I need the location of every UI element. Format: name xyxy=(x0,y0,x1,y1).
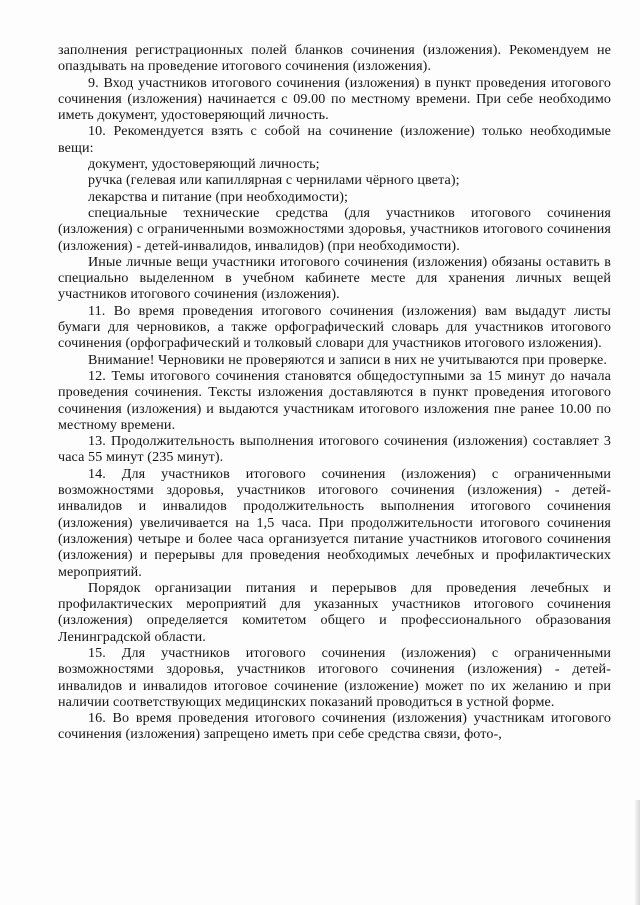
paragraph-item-15: 15. Для участников итогового сочинения (изложения) с ограниченными возможностями здоровья, участников итогового сочинения (изложения) - детей-инвалидов и инвалидов итоговое сочинение (изложение) может по их желанию и при наличии соответствующих медицинских показаний проводиться в устной форме. xyxy=(58,644,611,710)
paragraph-meals-order: Порядок организации питания и перерывов для проведения лечебных и профилактических мероприятий для указанных участников итогового сочинения (изложения) определяется комитетом общего и профессионального образования Ленинградской области. xyxy=(58,579,611,645)
paragraph-item-16: 16. Во время проведения итогового сочинения (изложения) участникам итогового сочинения (изложения) запрещено иметь при себе средства связи, фото-, xyxy=(58,710,611,743)
paragraph-attention: Внимание! Черновики не проверяются и записи в них не учитываются при проверке. xyxy=(88,351,608,368)
list-item-id-document: документ, удостоверяющий личность; xyxy=(88,156,320,173)
paragraph-personal-items: Иные личные вещи участники итогового сочинения (изложения) обязаны оставить в специально выделенном в учебном кабинете месте для хранения личных вещей участников итогового сочинения (изложения). xyxy=(58,253,611,303)
paragraph-item-12: 12. Темы итогового сочинения становятся общедоступными за 15 минут до начала проведения сочинения. Тексты изложения доставляются в пункт проведения итогового сочинения (изложения) и выдаются участникам итогового изложения пне ранее 10.00 по местному времени. xyxy=(58,367,611,433)
paragraph-item-14: 14. Для участников итогового сочинения (изложения) с ограниченными возможностями здоровья, участников итогового сочинения (изложения) - детей-инвалидов и инвалидов продолжительность выполнения итогового сочинения (изложения) увеличивается на 1,5 часа. При продолжительности итогового сочинения (изложения) четыре и более часа организуется питание участников итогового сочинения (изложения) и перерывы для проведения необходимых лечебных и профилактических мероприятий. xyxy=(58,465,611,580)
list-item-medicine: лекарства и питание (при необходимости); xyxy=(88,188,349,205)
paragraph-item-9: 9. Вход участников итогового сочинения (изложения) в пункт проведения итогового сочинения (изложения) начинается с 09.00 по местному времени. При себе необходимо иметь документ, удостоверяющий личность. xyxy=(58,74,611,124)
paragraph-item-13: 13. Продолжительность выполнения итогового сочинения (изложения) составляет 3 часа 55 минут (235 минут). xyxy=(58,433,611,466)
paragraph-item-10: 10. Рекомендуется взять с собой на сочинение (изложение) только необходимые вещи: xyxy=(58,123,611,156)
paragraph-continuation: заполнения регистрационных полей бланков сочинения (изложения). Рекомендуем не опаздывать на проведение итогового сочинения (изложения). xyxy=(58,42,611,75)
list-item-pen: ручка (гелевая или капиллярная с чернилами чёрного цвета); xyxy=(88,172,460,189)
paragraph-item-11: 11. Во время проведения итогового сочинения (изложения) вам выдадут листы бумаги для черновиков, а также орфографический словарь для участников итогового сочинения (орфографический и толковый словари для участников итогового изложения). xyxy=(58,302,611,352)
document-text xyxy=(58,42,611,743)
scan-edge-shadow xyxy=(634,800,640,905)
list-item-special-means: специальные технические средства (для участников итогового сочинения (изложения) с ограниченными возможностями здоровья, участников итогового сочинения (изложения) - детей-инвалидов, инвалидов) (при необходимости). xyxy=(58,204,611,254)
